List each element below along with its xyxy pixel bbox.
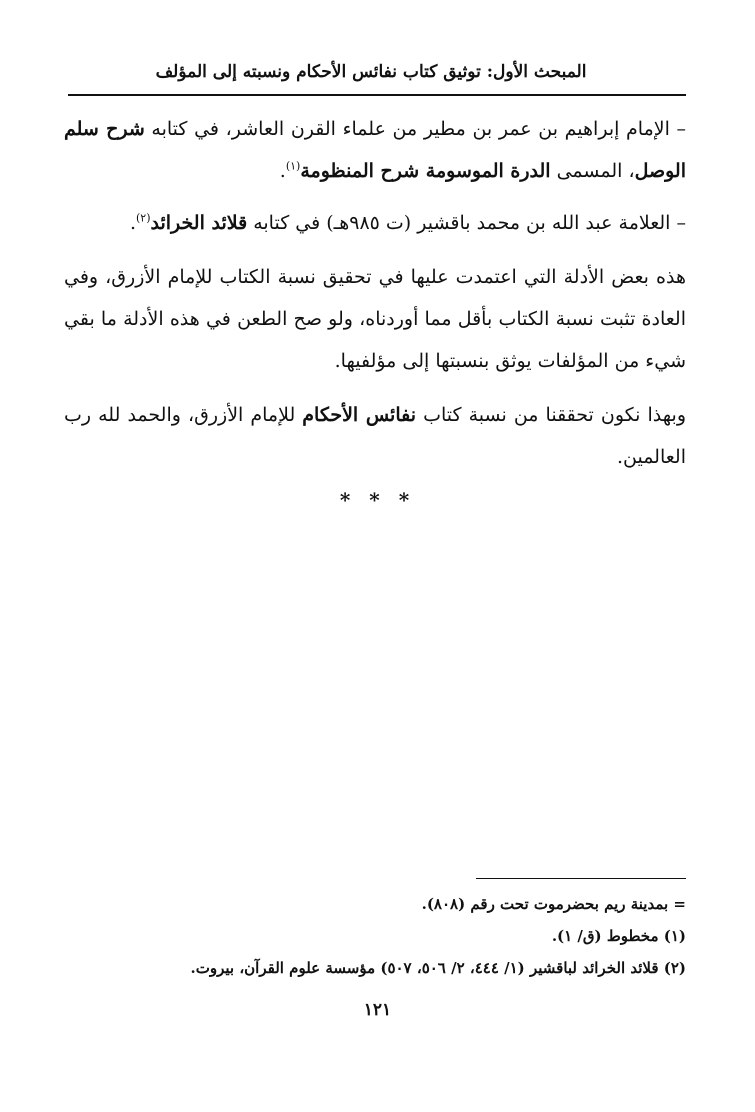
book-title: الدرة الموسومة شرح المنظومة: [300, 160, 551, 182]
footnote-ref: (٢): [135, 211, 151, 225]
paragraph: [64, 394, 686, 478]
header-rule: [68, 94, 686, 96]
item-text: .: [129, 212, 136, 234]
footnote: (٢) قلائد الخرائد لباقشير (١/ ٤٤٤، ٢/ ٥٠٦، ٥٠٧) مؤسسة علوم القرآن، بيروت.: [190, 959, 686, 977]
list-item: [64, 108, 686, 192]
book-title: قلائد الخرائد: [150, 212, 248, 234]
paragraph-text: للإمام الأزرق، والحمد لله رب العالمين.: [64, 404, 686, 468]
item-text: ، المسمى: [550, 160, 635, 182]
footnote: (١) مخطوط (ق/ ١).: [551, 927, 686, 945]
list-item: [64, 202, 686, 244]
book-title: شرح سلم الوصل: [64, 118, 686, 182]
footnote-rule: [476, 878, 686, 879]
running-head: المبحث الأول: توثيق كتاب نفائس الأحكام ونسبته إلى المؤلف: [155, 62, 587, 82]
footnotes: [60, 888, 686, 984]
footnote: = بمدينة ريم بحضرموت تحت رقم (٨٠٨).: [421, 895, 686, 913]
section-separator: * * *: [339, 488, 416, 512]
paragraph: هذه بعض الأدلة التي اعتمدت عليها في تحقيق نسبة الكتاب للإمام الأزرق، وفي العادة تثبت نسبة الكتاب بأقل مما أوردناه، ولو صح الطعن في هذه الأدلة ما بقي شيء من المؤلفات يوثق بنسبتها إلى مؤلفيها.: [64, 266, 686, 372]
paragraph-text: وبهذا نكون تحققنا من نسبة كتاب: [416, 404, 686, 426]
item-text: – العلامة عبد الله بن محمد باقشير (ت ٩٨٥هـ) في كتابه: [247, 212, 686, 234]
book-title: نفائس الأحكام: [302, 404, 417, 426]
page-number: ١٢١: [363, 1000, 392, 1020]
item-text: .: [279, 160, 286, 182]
item-text: – الإمام إبراهيم بن عمر بن مطير من علماء القرن العاشر، في كتابه: [144, 118, 687, 140]
body-text: [64, 108, 686, 488]
footnote-ref: (١): [285, 159, 301, 173]
